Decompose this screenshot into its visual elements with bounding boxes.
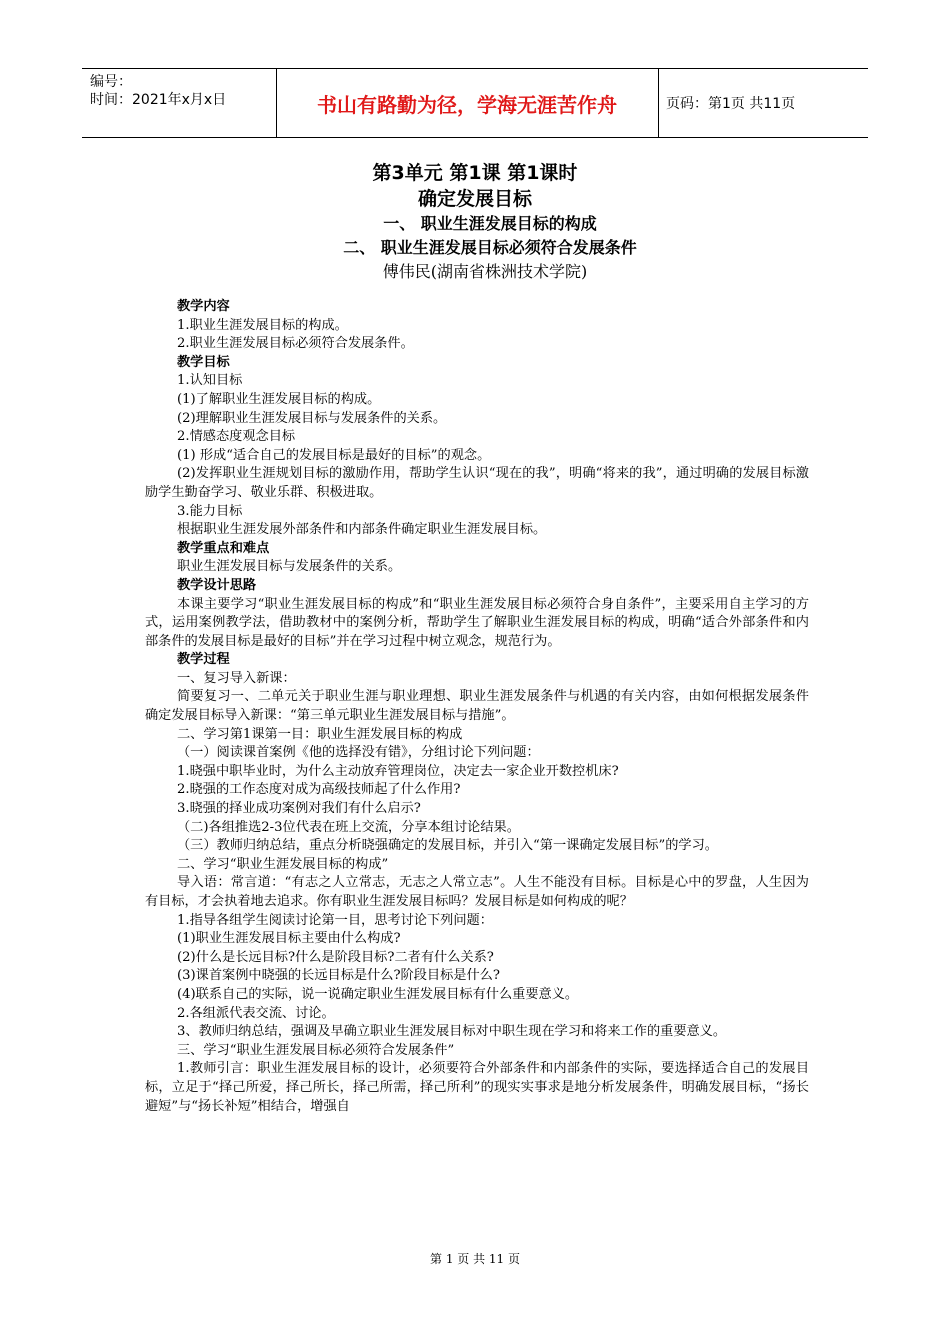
lesson-title: 第3单元 第1课 第1课时 [372, 162, 578, 184]
paragraph: 本课主要学习“职业生涯发展目标的构成”和“职业生涯发展目标必须符合身自条件”，主要采用自主学习的方式，运用案例教学法，借助教材中的案例分析，帮助学生了解职业生涯发展目标的构成，明确“适合外部条件和内部条件的发展目标是最好的目标”并在学习过程中树立观念，规范行为。 [145, 596, 809, 649]
document-body [145, 298, 809, 1116]
paragraph: 1.晓强中职毕业时，为什么主动放弃管理岗位，决定去一家企业开数控机床? [177, 763, 619, 779]
paragraph: 导入语：常言道：“有志之人立常志，无志之人常立志”。人生不能没有目标。目标是心中的罗盘，人生因为有目标，才会执着地去追求。你有职业生涯发展目标吗？发展目标是如何构成的呢？ [145, 875, 809, 909]
paragraph: 2.职业生涯发展目标必须符合发展条件。 [177, 336, 414, 352]
paragraph: 3、教师归纳总结，强调及早确立职业生涯发展目标对中职生现在学习和将来工作的重要意义。 [177, 1024, 727, 1040]
paragraph: 1.指导各组学生阅读讨论第一目，思考讨论下列问题： [177, 912, 493, 928]
paragraph: (2)什么是长远目标?什么是阶段目标?二者有什么关系? [177, 949, 494, 965]
paragraph: 1.认知目标 [177, 373, 243, 389]
paragraph: 简要复习一、二单元关于职业生涯与职业理想、职业生涯发展条件与机遇的有关内容，由如何根据发展条件确定发展目标导入新课：“第三单元职业生涯发展目标与措施”。 [145, 689, 809, 724]
header-divider [658, 69, 659, 137]
paragraph: 2.晓强的工作态度对成为高级技师起了什么作用? [177, 782, 461, 798]
time-label: 时间：2021年x月x日 [90, 92, 227, 108]
paragraph: 三、学习“职业生涯发展目标必须符合发展条件” [177, 1042, 455, 1058]
header-page-info: 页码：第1页 共11页 [666, 96, 796, 112]
section-title-1: 一、 职业生涯发展目标的构成 [383, 214, 597, 233]
lesson-subtitle: 确定发展目标 [417, 188, 532, 210]
paragraph: 1.教师引言：职业生涯发展目标的设计，必须要符合外部条件和内部条件的实际，要选择适合自己的发展目标，立足于“择己所爱，择己所长，择己所需，择己所利”的现实实事求是地分析发展条件，明确发展目标，“扬长避短”与“扬长补短”相结合，增强自 [145, 1061, 809, 1114]
paragraph: 二、学习第1课第一目：职业生涯发展目标的构成 [177, 726, 463, 742]
author: 傅伟民(湖南省株洲技术学院) [382, 262, 588, 281]
paragraph: 2.情感态度观念目标 [177, 429, 296, 445]
paragraph: (1)职业生涯发展目标主要由什么构成? [177, 931, 401, 947]
paragraph: （三）教师归纳总结，重点分析晓强确定的发展目标，并引入“第一课确定发展目标”的学习。 [177, 838, 718, 854]
paragraph: (3)课首案例中晓强的长远目标是什么?阶段目标是什么? [177, 968, 500, 984]
paragraph: 3.晓强的择业成功案例对我们有什么启示? [177, 801, 421, 817]
title-block [0, 160, 950, 284]
page-header [82, 68, 868, 138]
paragraph: 一、复习导入新课： [177, 670, 296, 686]
paragraph: (2)发挥职业生涯规划目标的激励作用，帮助学生认识“现在的我”，明确“将来的我”，通过明确的发展目标激励学生勤奋学习、敬业乐群、积极进取。 [145, 466, 809, 500]
paragraph: 二、学习“职业生涯发展目标的构成” [177, 856, 389, 872]
header-meta [90, 73, 226, 109]
page-footer: 第 1 页 共 11 页 [430, 1252, 520, 1266]
section-heading: 教学目标 [177, 354, 230, 370]
number-label: 编号： [90, 74, 132, 90]
section-heading: 教学重点和难点 [177, 540, 270, 556]
paragraph: (1)了解职业生涯发展目标的构成。 [177, 391, 381, 407]
section-title-2: 二、 职业生涯发展目标必须符合发展条件 [343, 238, 637, 257]
paragraph: （一）阅读课首案例《他的选择没有错》，分组讨论下列问题： [177, 745, 540, 761]
header-motto: 书山有路勤为径，学海无涯苦作舟 [317, 93, 617, 117]
paragraph: 职业生涯发展目标与发展条件的关系。 [177, 559, 402, 575]
paragraph: (1) 形成“适合自己的发展目标是最好的目标”的观念。 [177, 447, 491, 463]
paragraph: (2)理解职业生涯发展目标与发展条件的关系。 [177, 410, 447, 426]
paragraph: （二)各组推选2-3位代表在班上交流，分享本组讨论结果。 [177, 819, 520, 835]
paragraph: 1.职业生涯发展目标的构成。 [177, 317, 348, 333]
paragraph: (4)联系自己的实际，说一说确定职业生涯发展目标有什么重要意义。 [177, 986, 579, 1002]
paragraph: 2.各组派代表交流、讨论。 [177, 1005, 335, 1021]
section-heading: 教学设计思路 [177, 577, 257, 593]
section-heading: 教学内容 [177, 299, 230, 314]
section-heading: 教学过程 [177, 652, 230, 668]
paragraph: 3.能力目标 [177, 503, 243, 519]
paragraph: 根据职业生涯发展外部条件和内部条件确定职业生涯发展目标。 [177, 522, 547, 538]
